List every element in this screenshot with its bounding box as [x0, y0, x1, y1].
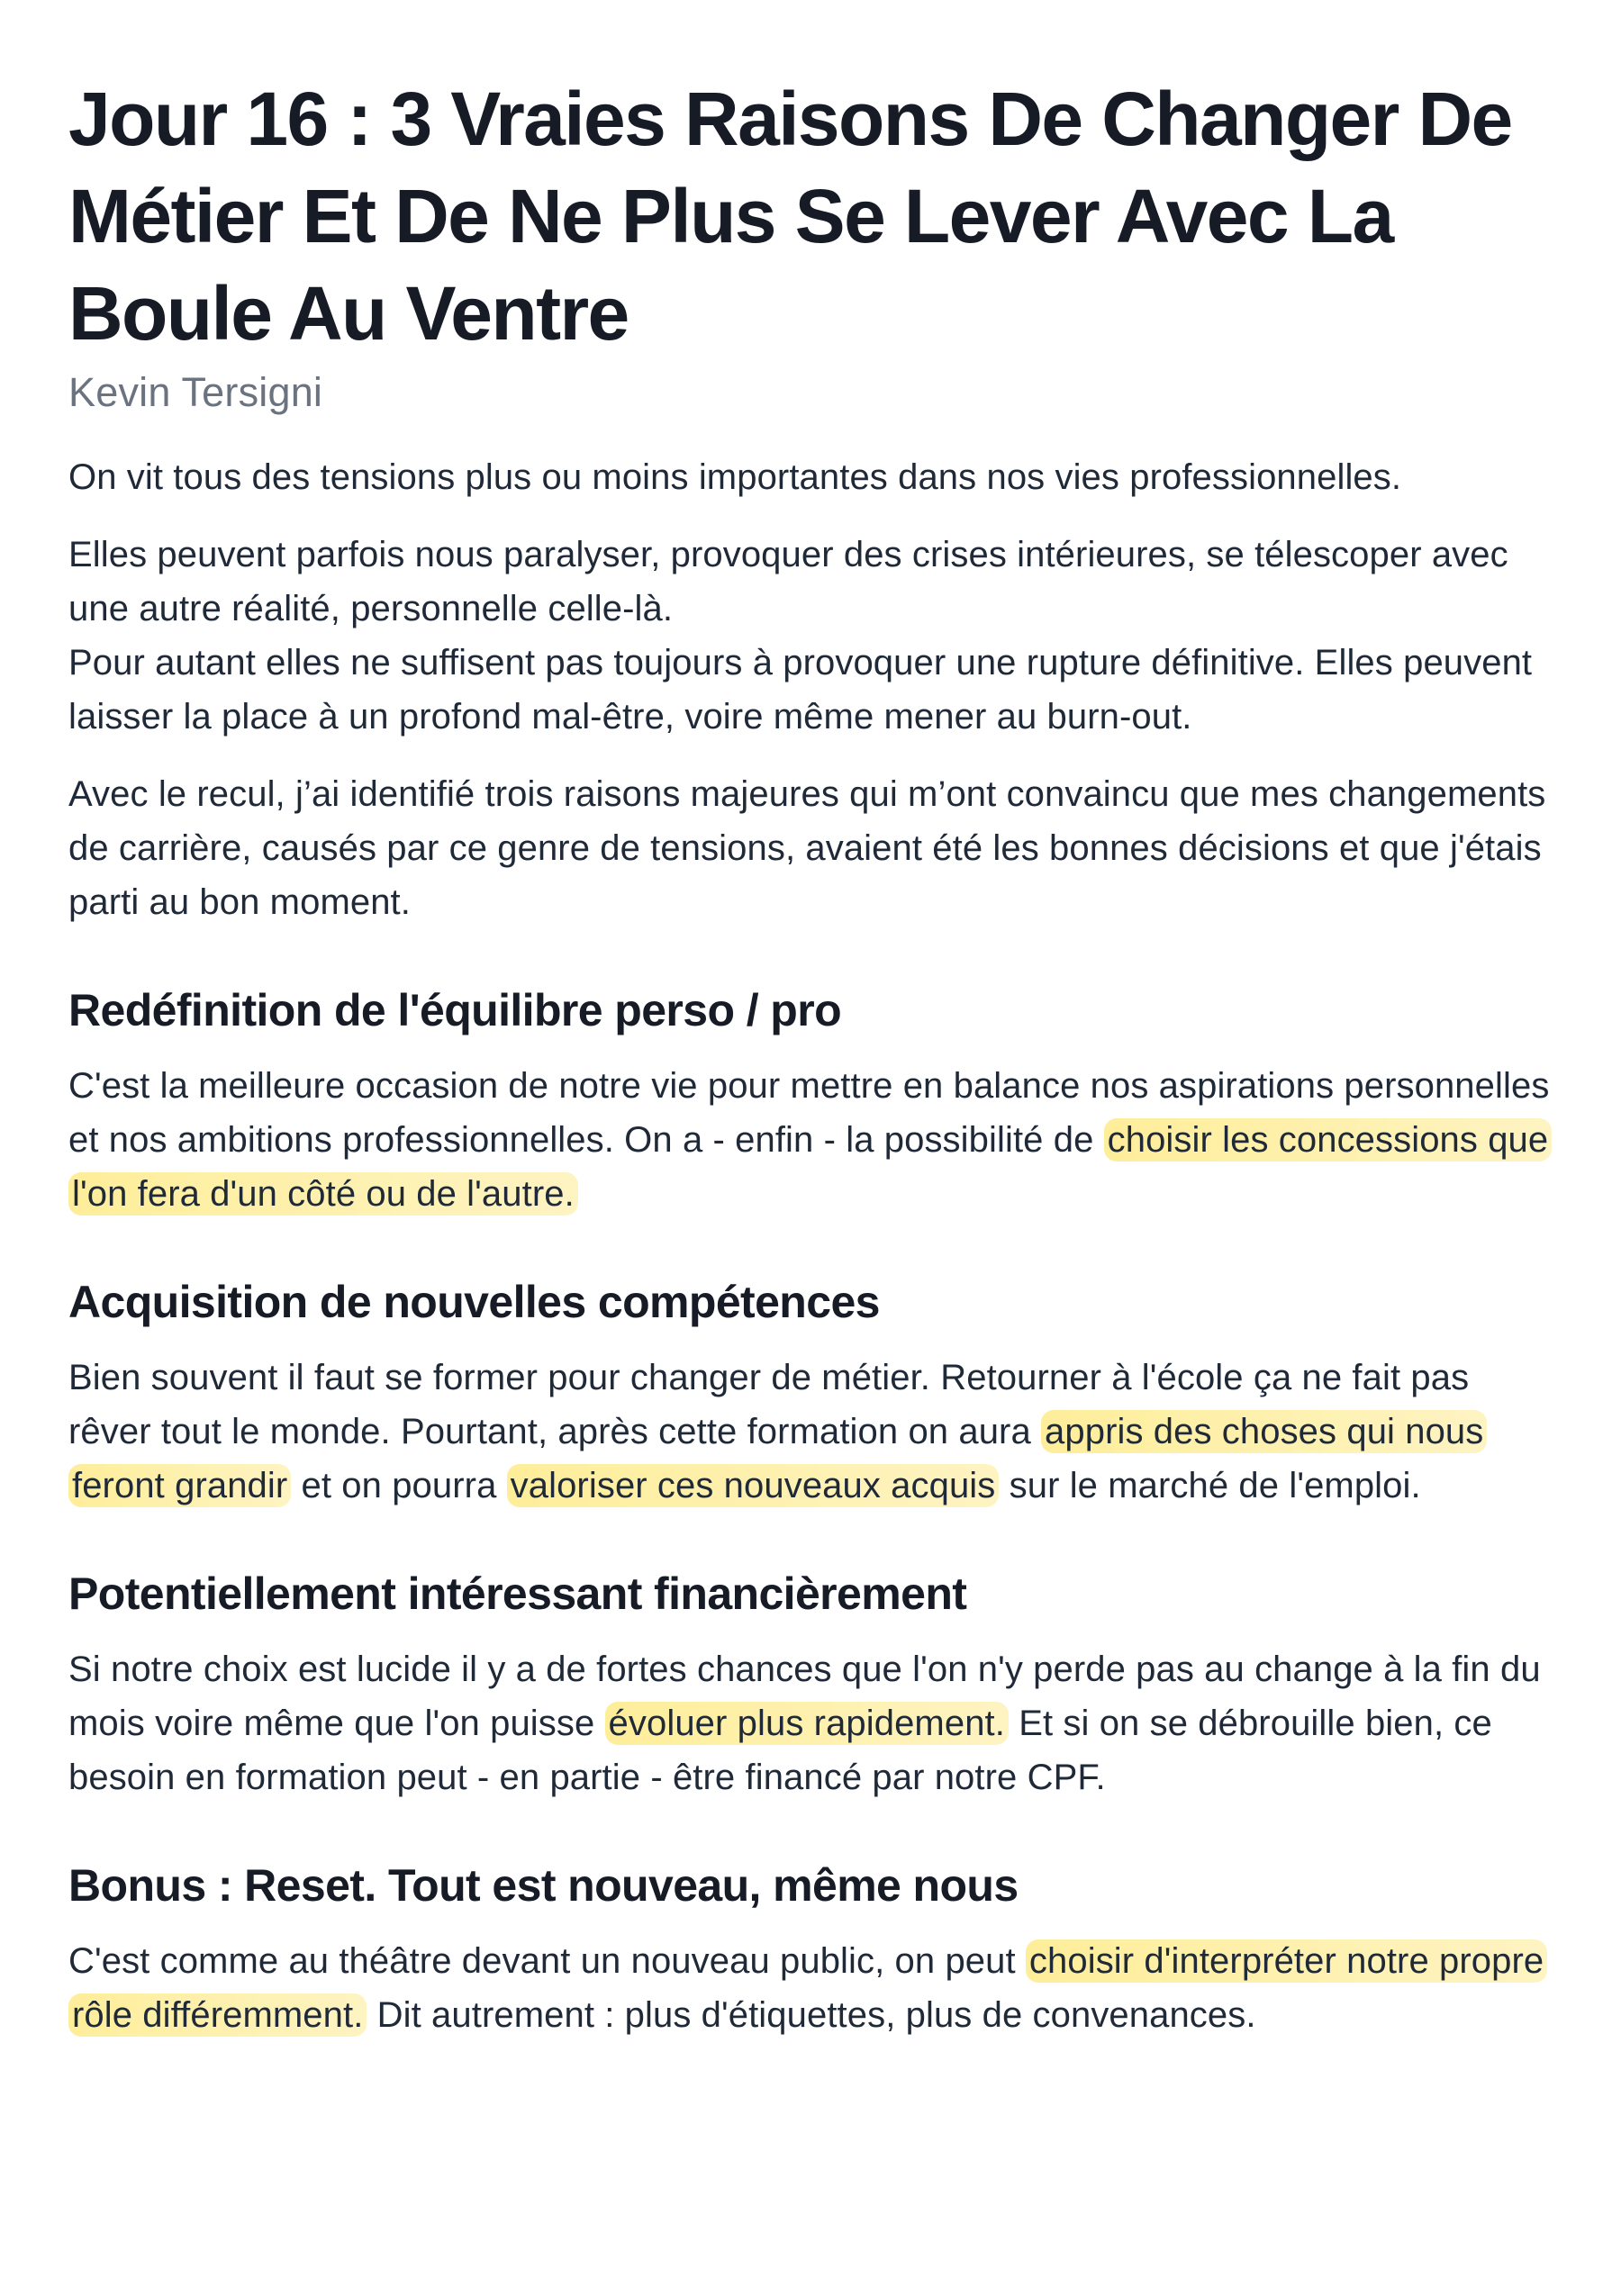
section-text: C'est comme au théâtre devant un nouveau public, on peut [68, 1941, 1026, 1981]
section-paragraph-balance [68, 1059, 1554, 1221]
intro-paragraph-2-line-2: Pour autant elles ne suffisent pas toujours à provoquer une rupture définitive. Elles peuvent laisser la place à un profond mal-être, voire même mener au burn-out. [68, 643, 1533, 737]
section-text: Bien souvent il faut se former pour changer de métier. Retourner à l'école ça ne fait pas rêver tout le monde. Pourtant, après cette formation on aura [68, 1358, 1470, 1451]
section-text: Dit autrement : plus d'étiquettes, plus de convenances. [367, 1995, 1256, 2035]
intro-paragraph-3: Avec le recul, j’ai identifié trois raisons majeures qui m’ont convaincu que mes changements de carrière, causés par ce genre de tensions, avaient été les bonnes décisions et que j'étais parti au bon moment. [68, 774, 1546, 922]
article-author: Kevin Tersigni [68, 369, 323, 415]
section-heading-skills: Acquisition de nouvelles compétences [68, 1277, 880, 1327]
highlighted-text: choisir d'interpréter notre propre rôle différemment. [68, 1939, 1547, 2037]
article-title: Jour 16 : 3 Vraies Raisons De Changer De Métier Et De Ne Plus Se Lever Avec La Boule Au Ventre [68, 77, 1512, 356]
intro-paragraph-2 [68, 528, 1554, 744]
section-heading-bonus: Bonus : Reset. Tout est nouveau, même nous [68, 1860, 1019, 1911]
section-paragraph-bonus [68, 1934, 1554, 2042]
section-paragraph-financial [68, 1642, 1554, 1804]
section-text: et on pourra [291, 1466, 507, 1505]
section-text: Si notre choix est lucide il y a de fortes chances que l'on n'y perde pas au change à la fin du mois voire même que l'on puisse [68, 1650, 1541, 1743]
section-text: C'est la meilleure occasion de notre vie pour mettre en balance nos aspirations personnelles et nos ambitions professionnelles. On a - enfin - la possibilité de [68, 1066, 1550, 1160]
section-text: Et si on se débrouille bien, ce besoin en formation peut - en partie - être financé par notre CPF. [68, 1704, 1492, 1797]
highlighted-text: évoluer plus rapidement. [605, 1702, 1009, 1745]
highlighted-text: valoriser ces nouveaux acquis [507, 1464, 1000, 1507]
section-heading-financial: Potentiellement intéressant financièrement [68, 1568, 967, 1619]
section-paragraph-skills [68, 1351, 1554, 1513]
article-body [68, 450, 1554, 2042]
intro-paragraph-1: On vit tous des tensions plus ou moins importantes dans nos vies professionnelles. [68, 457, 1402, 497]
intro-paragraph-2-line-1: Elles peuvent parfois nous paralyser, provoquer des crises intérieures, se télescoper avec une autre réalité, personnelle celle-là. [68, 535, 1508, 628]
section-text: sur le marché de l'emploi. [999, 1466, 1421, 1505]
section-heading-balance: Redéfinition de l'équilibre perso / pro [68, 985, 842, 1035]
highlighted-text: appris des choses qui nous feront grandir [68, 1410, 1487, 1507]
highlighted-text: choisir les concessions que l'on fera d'un côté ou de l'autre. [68, 1118, 1552, 1216]
